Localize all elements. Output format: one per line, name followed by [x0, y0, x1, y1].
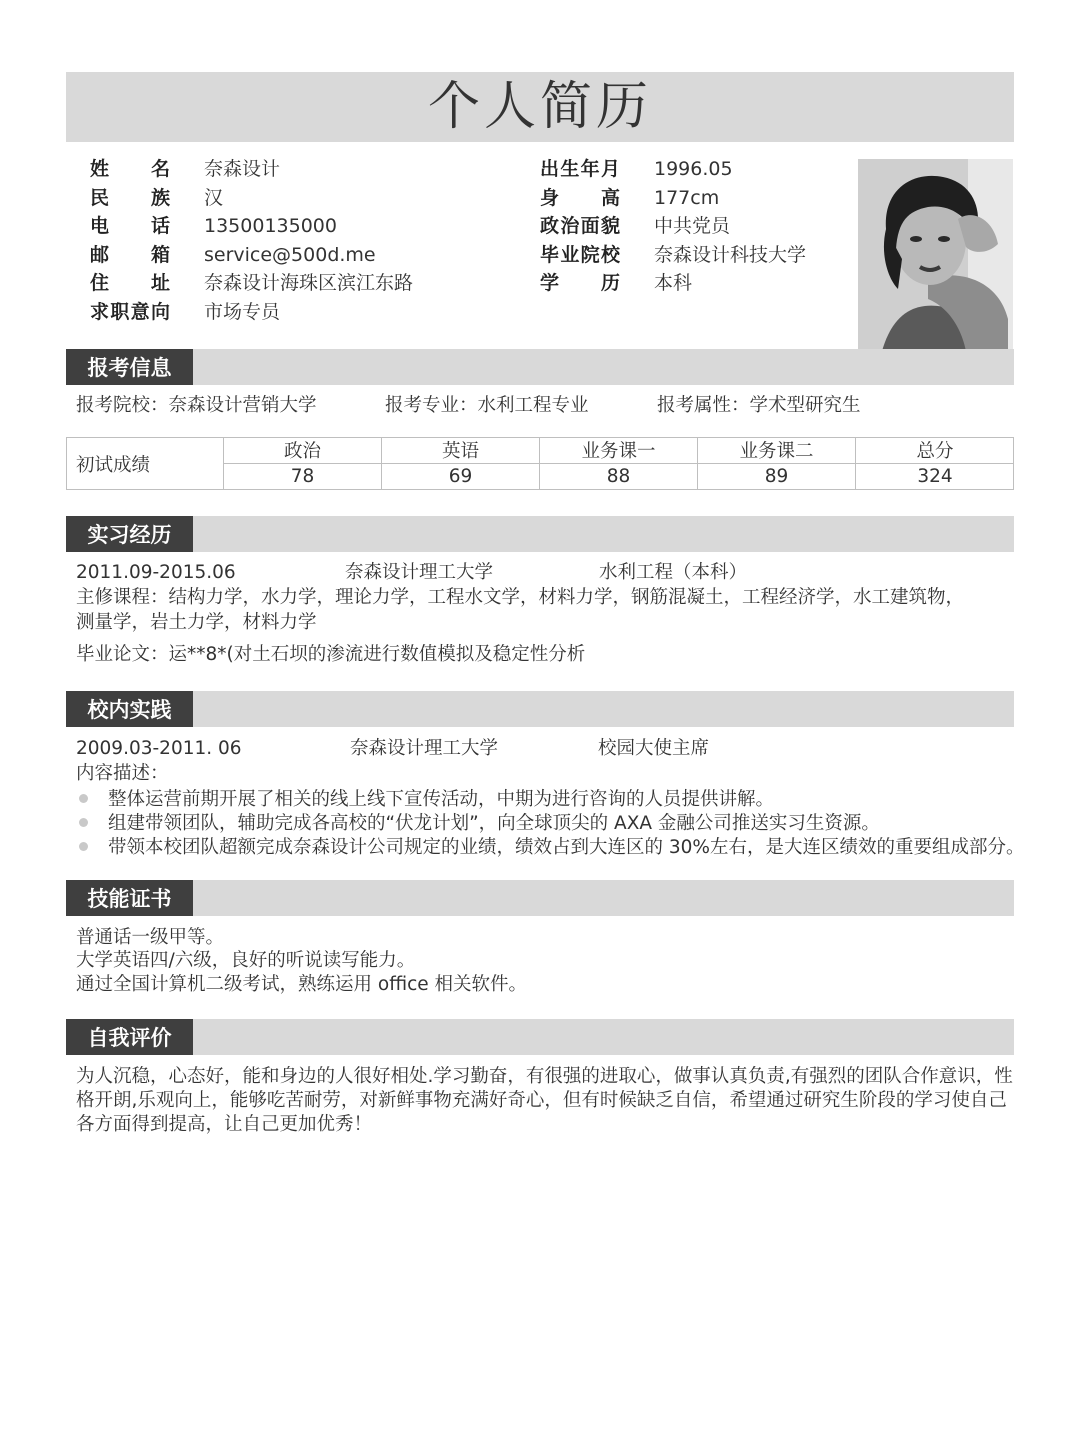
score-table	[66, 437, 1014, 490]
internship-period: 2011.09-2015.06	[76, 562, 236, 583]
score-value: 89	[764, 465, 789, 487]
info-row-birth	[540, 155, 806, 184]
info-row-height	[540, 184, 806, 213]
section-title-apply: 报考信息	[66, 349, 193, 385]
info-row-political	[540, 212, 806, 241]
apply-school: 报考院校：奈森设计营销大学	[76, 395, 317, 416]
info-label: 住址	[90, 272, 170, 294]
section-bar-skills	[66, 880, 1014, 916]
self-eval-line: 格开朗,乐观向上，能够吃苦耐劳，对新鲜事物充满好奇心，但有时候缺乏自信，希望通过研究生阶段的学习使自己	[76, 1090, 1007, 1111]
resume-title: 个人简历	[427, 77, 652, 137]
info-value: 177cm	[654, 186, 720, 209]
info-row-degree	[540, 269, 806, 298]
section-title-campus: 校内实践	[66, 691, 193, 727]
info-value: 奈森设计海珠区滨江东路	[204, 272, 414, 294]
basic-info-right	[540, 155, 806, 298]
info-label: 身高	[540, 186, 620, 209]
info-value: 本科	[654, 272, 693, 294]
internship-major: 水利工程（本科）	[599, 562, 748, 583]
score-value: 78	[290, 465, 315, 487]
internship-thesis: 毕业论文：运**8*(对土石坝的渗流进行数值模拟及稳定性分析	[76, 644, 586, 665]
info-row-job-intention	[90, 298, 413, 327]
score-label: 初试成绩	[76, 454, 151, 476]
info-label: 电话	[90, 215, 170, 237]
skill-line: 通过全国计算机二级考试，熟练运用 office 相关软件。	[76, 974, 528, 995]
info-value: 中共党员	[654, 215, 731, 237]
score-column-english	[382, 438, 540, 489]
internship-school: 奈森设计理工大学	[345, 562, 494, 583]
score-value: 69	[448, 465, 473, 487]
info-value: 奈森设计	[204, 158, 281, 180]
info-value: 1996.05	[654, 158, 733, 180]
info-value: 13500135000	[204, 215, 337, 237]
internship-courses-line2: 测量学，岩土力学，材料力学	[76, 612, 317, 633]
internship-courses-line1: 主修课程：结构力学，水力学，理论力学，工程水文学，材料力学，钢筋混凝土，工程经济学，水工建筑物，	[76, 587, 965, 608]
score-subject: 总分	[856, 438, 1014, 464]
info-label: 出生年月	[540, 158, 620, 180]
score-column-politics	[224, 438, 382, 489]
list-item	[76, 786, 1025, 810]
campus-item-text: 整体运营前期开展了相关的线上线下宣传活动，中期为进行咨询的人员提供讲解。	[108, 789, 775, 810]
score-column-course1	[540, 438, 698, 489]
list-item	[76, 810, 1025, 834]
basic-info-left	[90, 155, 413, 326]
section-bar-apply	[66, 349, 1014, 385]
info-row-email	[90, 241, 413, 270]
list-item	[76, 834, 1025, 858]
info-label: 求职意向	[90, 300, 170, 323]
score-subject: 政治	[224, 438, 381, 464]
campus-school: 奈森设计理工大学	[350, 738, 499, 759]
score-column-course2	[698, 438, 856, 489]
info-row-graduated-school	[540, 241, 806, 270]
info-label: 毕业院校	[540, 243, 620, 266]
campus-bullet-list	[76, 786, 1025, 858]
info-label: 民族	[90, 186, 170, 209]
skill-line: 大学英语四/六级，良好的听说读写能力。	[76, 950, 416, 971]
info-value: 市场专员	[204, 300, 281, 323]
section-title-self-eval: 自我评价	[66, 1019, 193, 1055]
profile-photo	[858, 159, 1013, 371]
score-column-total	[856, 438, 1014, 489]
info-label: 姓名	[90, 158, 170, 180]
bullet-icon	[79, 842, 88, 851]
bullet-icon	[79, 794, 88, 803]
bullet-icon	[79, 818, 88, 827]
self-eval-line: 各方面得到提高，让自己更加优秀！	[76, 1114, 373, 1135]
campus-period: 2009.03-2011. 06	[76, 738, 242, 759]
info-row-name	[90, 155, 413, 184]
skill-line: 普通话一级甲等。	[76, 927, 225, 948]
campus-item-text: 组建带领团队，辅助完成各高校的“伏龙计划”，向全球顶尖的 AXA 金融公司推送实习生资源。	[108, 813, 880, 834]
info-row-address	[90, 269, 413, 298]
info-value: 汉	[204, 186, 224, 209]
section-bar-self-eval	[66, 1019, 1014, 1055]
campus-item-text: 带领本校团队超额完成奈森设计公司规定的业绩，绩效占到大连区的 30%左右，是大连区绩效的重要组成部分。	[108, 837, 1025, 858]
score-subject: 英语	[382, 438, 539, 464]
title-band	[66, 72, 1014, 142]
info-row-phone	[90, 212, 413, 241]
info-value: 奈森设计科技大学	[654, 243, 807, 266]
section-bar-campus	[66, 691, 1014, 727]
section-bar-internship	[66, 516, 1014, 552]
score-subject: 业务课二	[698, 438, 855, 464]
info-value: service@500d.me	[204, 243, 376, 266]
info-label: 政治面貌	[540, 215, 620, 237]
campus-role: 校园大使主席	[598, 738, 710, 759]
self-eval-line: 为人沉稳，心态好，能和身边的人很好相处.学习勤奋，有很强的进取心，做事认真负责,有强烈的团队合作意识，性	[76, 1066, 1013, 1087]
section-title-skills: 技能证书	[66, 880, 193, 916]
score-value: 88	[606, 465, 631, 487]
apply-major: 报考专业：水利工程专业	[385, 395, 589, 416]
portrait-image	[858, 159, 1013, 371]
apply-attribute: 报考属性：学术型研究生	[657, 395, 861, 416]
score-subject: 业务课一	[540, 438, 697, 464]
info-label: 学历	[540, 272, 620, 294]
section-title-internship: 实习经历	[66, 516, 193, 552]
info-label: 邮箱	[90, 243, 170, 266]
score-value: 324	[917, 465, 953, 487]
score-label-cell	[67, 438, 224, 489]
campus-desc-label: 内容描述：	[76, 763, 169, 784]
info-row-ethnicity	[90, 184, 413, 213]
